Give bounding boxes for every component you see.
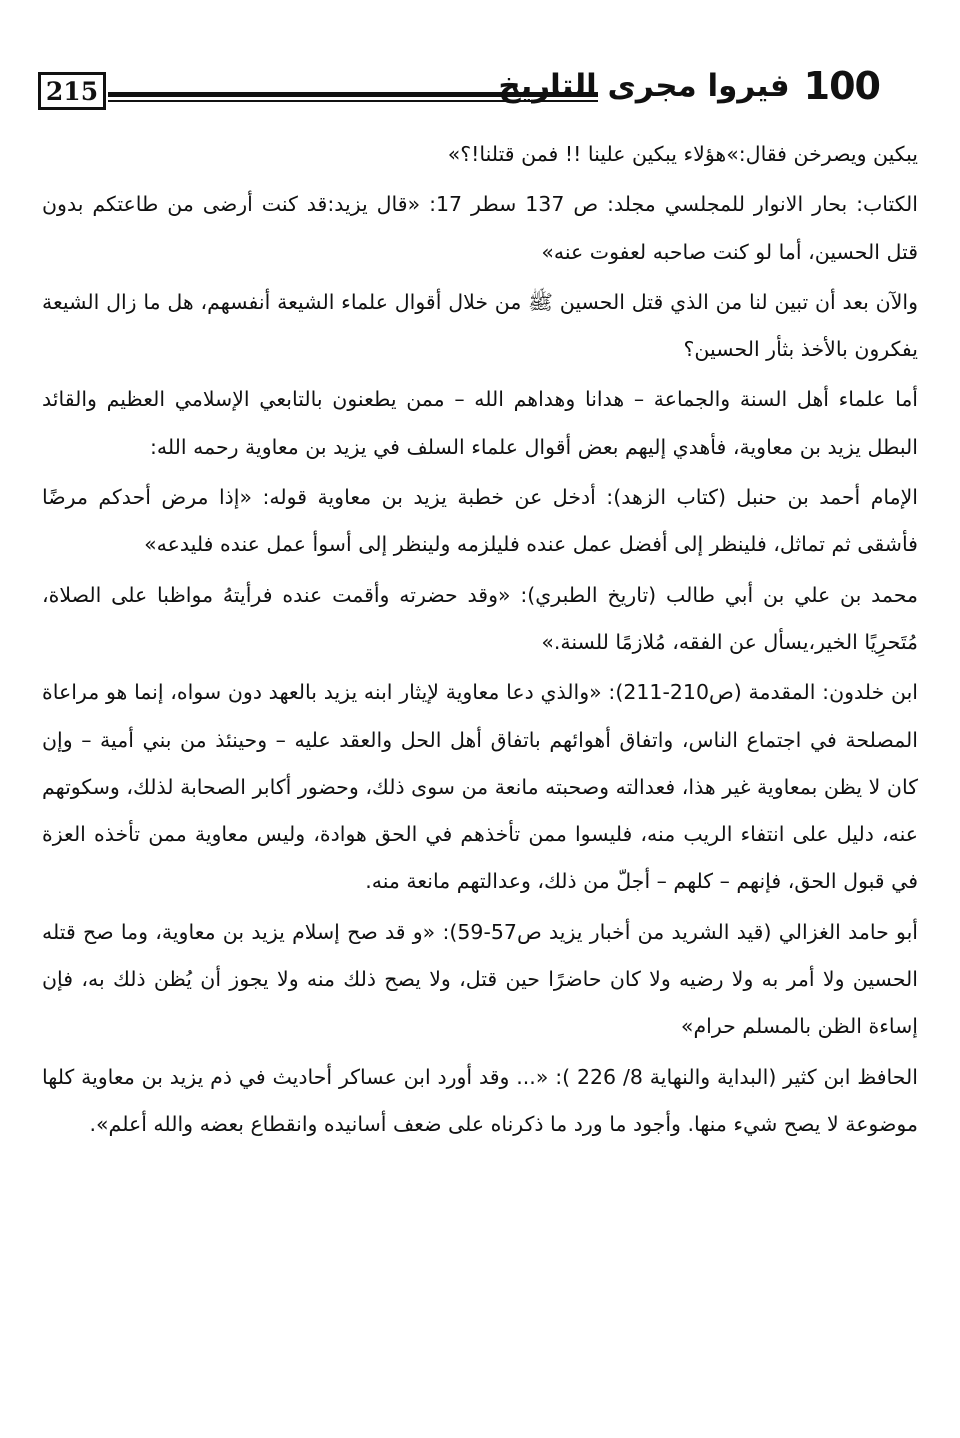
- paragraph-5: الإمام أحمد بن حنبل (كتاب الزهد): أدخل عن خطبة يزيد بن معاوية قوله: «إذا مرض أحدكم مرضًا فأشقى ثم تماثل، فلينظر إلى أفضل عمل عنده فليلزمه ولينظر إلى أسوأ عمل عنده فليدعه»: [42, 485, 918, 557]
- paragraph-2: الكتاب: بحار الانوار للمجلسي مجلد: ص 137 سطر 17: «قال يزيد:قد كنت أرضى من طاعتكم بدون قتل الحسين، أما لو كنت صاحبه لعفوت عنه»: [42, 192, 918, 264]
- paragraph-1: يبكين ويصرخن فقال:»هؤلاء يبكين علينا !! فمن قتلنا!؟»: [447, 142, 918, 166]
- paragraph-8: أبو حامد الغزالي (قيد الشريد من أخبار يزيد ص57-59): «و قد صح إسلام يزيد بن معاوية، وما صح قتله الحسين ولا أمر به ولا رضيه ولا كان حاضرًا حين قتل، ولا يصح ذلك منه ولا يجوز أن يُظن ذلك به، فإن إساءة الظن بالمسلم حرام»: [42, 919, 918, 1039]
- book-title-number: 100: [803, 64, 880, 108]
- paragraph-4: أما علماء أهل السنة والجماعة – هدانا وهداهم الله – ممن يطعنون بالتابعي الإسلامي العظيم والقائد البطل يزيد بن معاوية، فأهدي إليهم بعض أقوال علماء السلف في يزيد بن معاوية رحمه الله:: [42, 387, 918, 459]
- page-header: [38, 58, 880, 122]
- paragraph-7: ابن خلدون: المقدمة (ص210-211): «والذي دعا معاوية لإيثار ابنه يزيد بالعهد دون سواه، إنما هو مراعاة المصلحة في اجتماع الناس، واتفاق أهوائهم باتفاق أهل الحل والعقد عليه – وحينئذ من بني أمية – وإن كان لا يظن بمعاوية غير هذا، فعدالته وصحبته مانعة من سوى ذلك، وحضور أكابر الصحابة لذلك، وسكوتهم عنه، دليل على انتفاء الريب منه، فليسوا ممن تأخذهم في الحق هوادة، وليس معاوية ممن تأخذه العزة في قبول الحق، فإنهم – كلهم – أجلّ من ذلك، وعدالتهم مانعة منه.: [42, 680, 918, 894]
- book-title-text: فيروا مجرى التاريخ: [498, 68, 790, 104]
- paragraph-9: الحافظ ابن كثير (البداية والنهاية 8/ 226 ): «... وقد أورد ابن عساكر أحاديث في ذم يزيد بن معاوية كلها موضوعة لا يصح شيء منها. وأجود ما ورد ما ذكرناه على ضعف أسانيده وانقطاع بعضه والله أعلم».: [42, 1064, 918, 1136]
- page-body: [42, 131, 918, 1151]
- paragraph-3: والآن بعد أن تبين لنا من الذي قتل الحسين ﷺ من خلال أقوال علماء الشيعة أنفسهم، هل ما زال الشيعة يفكرون بالأخذ بثأر الحسين؟: [42, 289, 918, 362]
- page-number: 215: [38, 72, 106, 110]
- paragraph-6: محمد بن علي بن أبي طالب (تاريخ الطبري): «وقد حضرته وأقمت عنده فرأيتهُ مواظبا على الصلاة، مُتَحرِيًا الخير،يسأل عن الفقه، مُلازمًا للسنة.»: [42, 582, 918, 654]
- book-title: [498, 58, 880, 114]
